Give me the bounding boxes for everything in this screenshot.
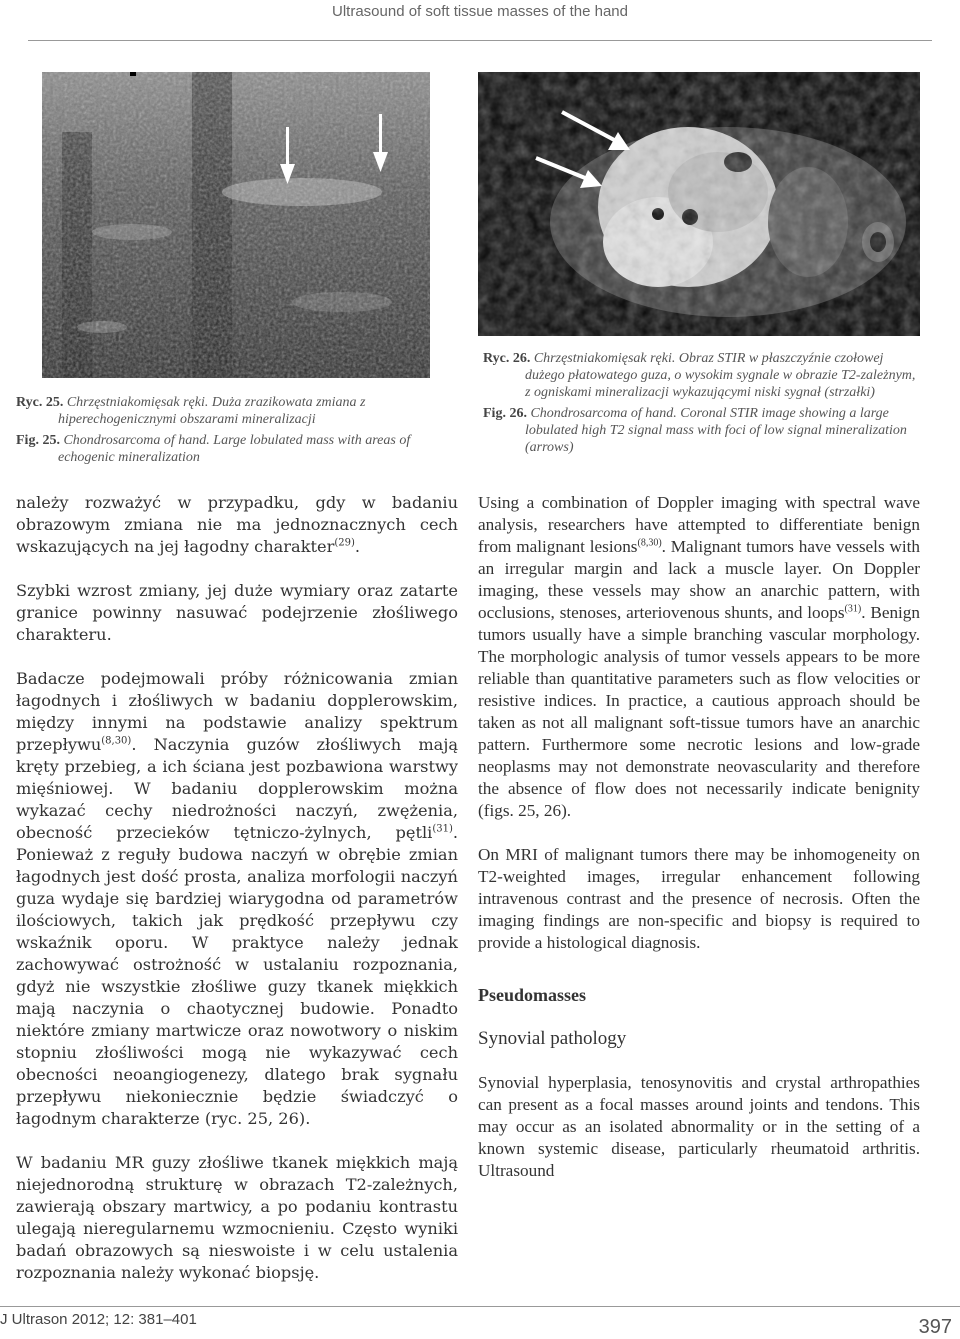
left-paragraph-2: Szybki wzrost zmiany, jej duże wymiary oraz zatarte granice powinny nasuwać podejrzenie złośliwego charakteru. <box>16 581 458 644</box>
figure-26-caption-en-text: Chondrosarcoma of hand. Coronal STIR image showing a large lobulated high T2 signal mass with foci of low signal mineralization (arrows) <box>525 406 907 455</box>
footer-rule <box>0 1306 960 1307</box>
journal-citation: J Ultrason 2012; 12: 381–401 <box>0 1311 197 1328</box>
page-number: 397 <box>918 1316 952 1338</box>
running-header: Ultrasound of soft tissue masses of the hand <box>332 3 628 20</box>
left-column-polish <box>16 492 458 1306</box>
figure-26-caption <box>483 350 919 456</box>
right-column-english <box>478 492 920 1204</box>
figure-25-label-pl: Ryc. 25. <box>16 395 64 410</box>
figure-26-caption-en <box>483 405 919 456</box>
figure-26-caption-pl-text: Chrzęstniakomięsak ręki. Obraz STIR w płaszczyźnie czołowej dużego płatowatego guza, o wysokim sygnale w obrazie T2-zależnym, z ogniskami mineralizacji wykazującymi niski sygnał (strzałki) <box>525 351 916 400</box>
header-rule <box>28 40 932 41</box>
figure-25-caption-en-text: Chondrosarcoma of hand. Large lobulated mass with areas of echogenic mineralization <box>58 433 411 465</box>
figure-26-label-en: Fig. 26. <box>483 406 527 421</box>
left-paragraph-1: należy rozważyć w przypadku, gdy w badaniu obrazowym zmiana nie ma jednoznacznych cech wskazujących na jej łagodny charakter$^{(29)}$. <box>16 493 458 556</box>
figure-25-caption <box>16 394 436 466</box>
right-paragraph-1: Using a combination of Doppler imaging with spectral wave analysis, researchers have attempted to differentiate benign from malignant lesions$^{(8,30)}$. Malignant tumors have vessels with an irregular margin and lack a muscle layer. On Doppler imaging, these vessels may show an anarchic pattern, with occlusions, stenoses, arteriovenous shunts, and loops$^{(31)}$. Benign tumors usually have a simple branching vascular morphology. The morphologic analysis of tumor vessels appears to be more reliable than quantitative parameters such as flow velocities or resistive indices. In practice, a cautious approach should be taken as not all malignant soft-tissue tumors have an anarchic pattern. Furthermore some necrotic lesions and low-grade neoplasms may not demonstrate neovascularity and therefore the absence of flow does not necessarily indicate benignity (figs. 25, 26). <box>478 493 920 820</box>
figure-25-label-en: Fig. 25. <box>16 433 60 448</box>
left-paragraph-3: Badacze podejmowali próby różnicowania zmian łagodnych i złośliwych w badaniu dopplerowskim, między innymi na podstawie analizy spektrum przepływu$^{(8,30)}$. Naczynia guzów złośliwych mają kręty przebieg, a ich ściana jest pozbawiona warstwy mięśniowej. W badaniu dopplerowskim można wykazać cechy niedrożności naczyń, zwężenia, obecność przecieków tętniczo-żylnych, pętli$^{(31)}$. Ponieważ z reguły budowa naczyń w obrębie zmian łagodnych jest dość prosta, analiza morfologii naczyń guza wydaje się bardziej wiarygodna od parametrów ilościowych, takich jak prędkość przepływu czy wskaźnik oporu. W praktyce należy jednak zachowywać ostrożność w ustalaniu rozpoznania, gdyż nie wszystkie złośliwe guzy tkanek miękkich mają naczynia o chaotycznej budowie. Ponadto niektóre zmiany martwicze oraz nowotwory o niskim stopniu złośliwości mogą nie wykazywać cech obecności neoangiogenezy, dlatego brak sygnału przepływu niekoniecznie będzie świadczyć o łagodnym charakterze (ryc. 25, 26). <box>16 669 458 1128</box>
figure-26-caption-pl <box>483 350 919 401</box>
figure-26-label-pl: Ryc. 26. <box>483 351 531 366</box>
right-paragraph-3: Synovial hyperplasia, tenosynovitis and crystal arthropathies can present as a focal masses around joints and tendons. This may occur as an isolated abnormality or in the setting of a known systemic disease, particularly rheumatoid arthritis. Ultrasound <box>478 1073 920 1180</box>
right-paragraph-2: On MRI of malignant tumors there may be inhomogeneity on T2-weighted images, irregular enhancement following intravenous contrast and the presence of necrosis. Often the imaging findings are non-specific and biopsy is required to provide a histological diagnosis. <box>478 845 920 952</box>
left-paragraph-4: W badaniu MR guzy złośliwe tkanek miękkich mają niejednorodną strukturę w obrazach T2-zależnych, zawierają obszary martwicy, a po podaniu kontrastu ulegają nieregularnemu wzmocnieniu. Często wyniki badań obrazowych są nieswoiste i w celu ustalenia rozpoznania należy wykonać biopsję. <box>16 1153 458 1282</box>
figure-25-caption-pl <box>16 394 436 428</box>
figure-25-caption-pl-text: Chrzęstniakomięsak ręki. Duża zrazikowata zmiana z hiperechogenicznymi obszarami mineralizacji <box>58 395 366 427</box>
figure-25-ultrasound-image <box>42 72 430 378</box>
subsection-title-synovial-pathology: Synovial pathology <box>478 1028 627 1049</box>
section-title-pseudomasses: Pseudomasses <box>478 985 587 1005</box>
figure-26-mri-image <box>478 72 920 336</box>
figure-25-caption-en <box>16 432 436 466</box>
